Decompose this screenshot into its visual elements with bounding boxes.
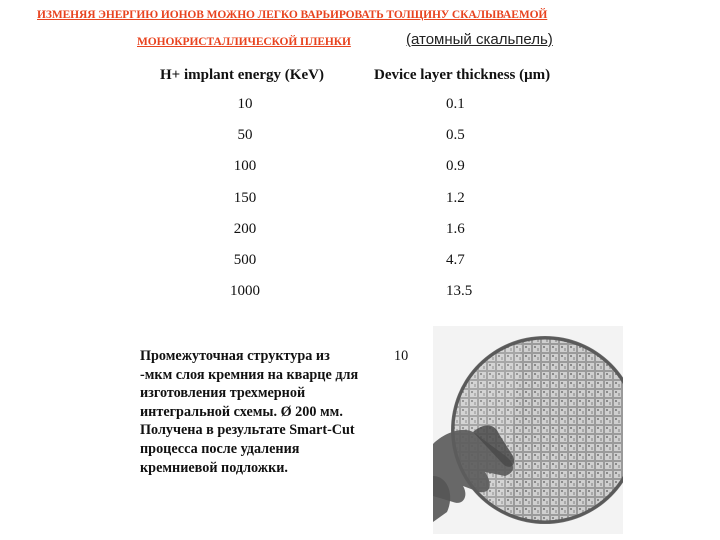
table-row (0, 190, 720, 221)
energy-cell: 200 (233, 220, 257, 237)
thickness-cell: 0.9 (446, 158, 465, 175)
thickness-cell: 1.2 (446, 189, 465, 206)
data-table (0, 96, 720, 314)
table-row (0, 127, 720, 158)
caption-line: кремниевой подложки. (140, 459, 288, 476)
table-row (0, 283, 720, 314)
caption-line: интегральной схемы. Ø 200 мм. (140, 403, 343, 420)
thickness-cell: 0.1 (446, 96, 465, 112)
caption-line: -мкм слоя кремния на кварце для (140, 366, 359, 383)
caption-line: Получена в результате Smart-Cut (140, 422, 355, 439)
title-parenthetical: (атомный скальпель) (406, 31, 553, 48)
photo-caption (140, 347, 420, 477)
energy-cell: 50 (237, 127, 253, 144)
energy-cell: 500 (233, 251, 257, 268)
column-header-energy: H+ implant energy (KeV) (160, 67, 324, 83)
table-row (0, 221, 720, 252)
table-row (0, 96, 720, 127)
caption-line: изготовления трехмерной (140, 385, 306, 402)
caption-line: Промежуточная структура из (140, 348, 330, 364)
title-line-1: ИЗМЕНЯЯ ЭНЕРГИЮ ИОНОВ МОЖНО ЛЕГКО ВАРЬИРОВАТЬ ТОЛЩИНУ СКАЛЫВАЕМОЙ (37, 9, 548, 21)
energy-cell: 150 (233, 189, 257, 206)
table-row (0, 252, 720, 283)
energy-cell: 10 (237, 96, 253, 112)
thickness-cell: 0.5 (446, 127, 465, 144)
caption-line: процесса после удаления (140, 440, 300, 457)
energy-cell: 100 (233, 158, 257, 175)
wafer-photo (433, 326, 623, 534)
table-row (0, 158, 720, 189)
energy-cell: 1000 (230, 283, 260, 300)
caption-number: 10 (394, 348, 409, 364)
thickness-cell: 1.6 (446, 220, 465, 237)
thickness-cell: 4.7 (446, 251, 465, 268)
title-line-2: МОНОКРИСТАЛЛИЧЕСКОЙ ПЛЕНКИ (137, 36, 351, 48)
column-header-thickness: Device layer thickness (μm) (374, 67, 551, 83)
thickness-cell: 13.5 (446, 283, 473, 300)
